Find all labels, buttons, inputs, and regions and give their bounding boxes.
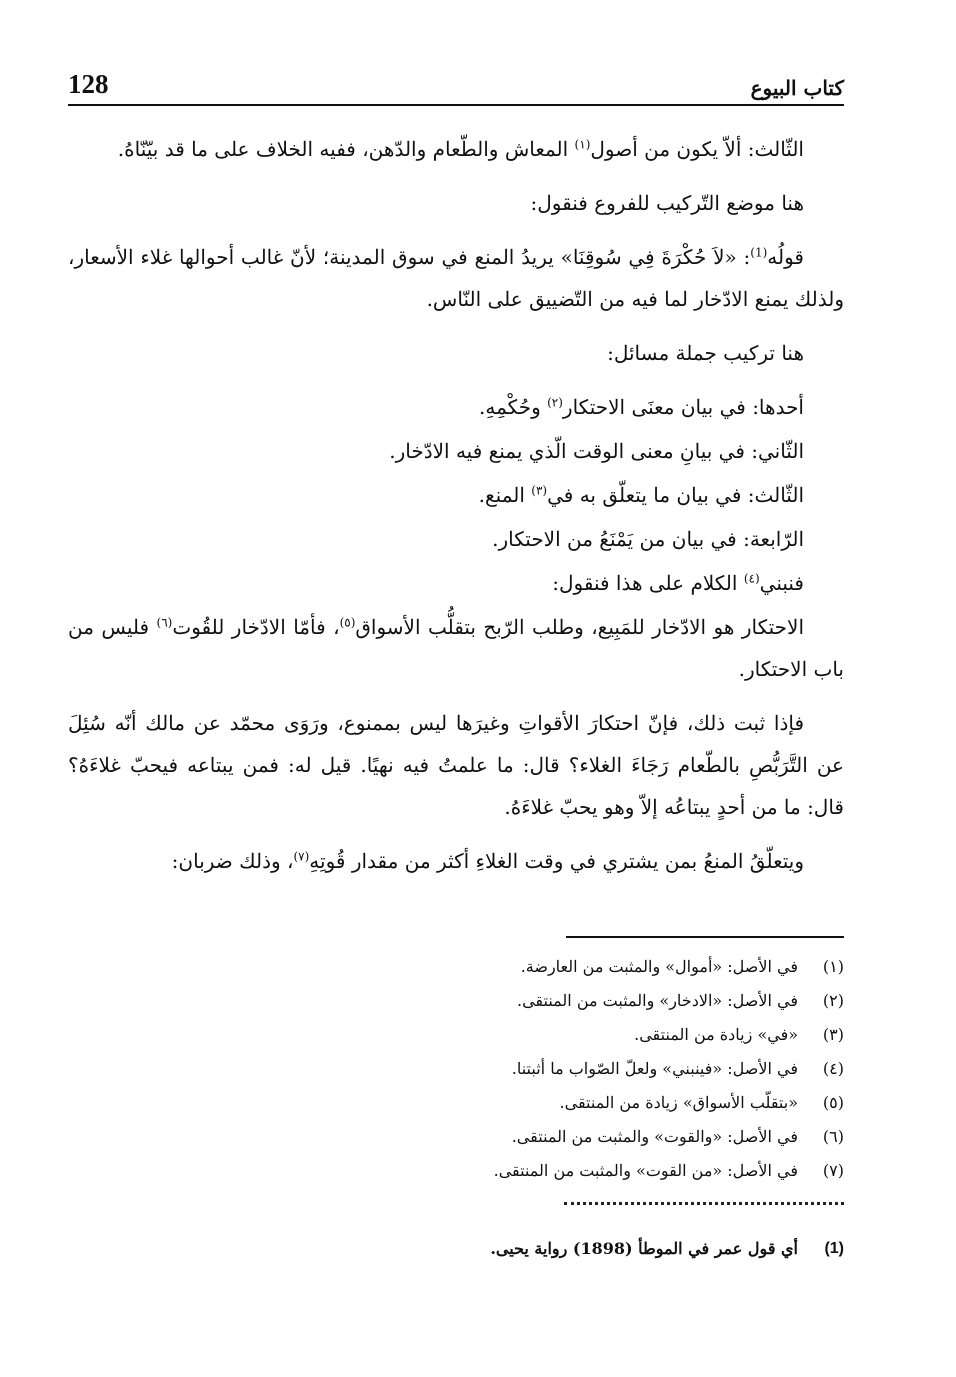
footnote: (٥) «بتقلّب الأسواق» زيادة من المنتقى. (559, 1093, 844, 1112)
dotted-separator (564, 1202, 844, 1205)
paragraph: ويتعلّقُ المنعُ بمن يشتري في وقت الغلاءِ أكثر من مقدار قُوتِهِ$^{(٧)}$، وذلك ضربان: (171, 849, 804, 873)
paragraph: الاحتكار هو الادّخار للمَبِيع، وطلب الرّبح بتقلُّب الأسواق$^{(٥)}$، فأمّا الادّخار للقُوت$^{(٦)}$ فليس من باب الاحتكار. (68, 615, 844, 681)
footnote: (٢) في الأصل: «الادخار» والمثبت من المنتقى. (517, 991, 844, 1010)
main-text (68, 128, 844, 894)
footnote-ref: (٢) (547, 395, 563, 410)
paragraph: قولُه$^{(1)}$: «لاَ حُكْرَةَ فِي سُوقِنَا» يريدُ المنع في سوق المدينة؛ لأنّ غالب أحوالها غلاء الأسعار، ولذلك يمنع الادّخار لما فيه من التّضييق على النّاس. (68, 245, 844, 311)
paragraph: هنا موضع التّركيب للفروع فنقول: (530, 191, 804, 215)
list-item: الرّابعة: في بيان من يَمْنَعُ من الاحتكار. (492, 527, 804, 551)
footnote-ref: (٤) (743, 571, 760, 586)
footnote: (٧) في الأصل: «من القوت» والمثبت من المنتقى. (493, 1161, 844, 1180)
running-header (68, 66, 844, 106)
list-item: الثّالث: في بيان ما يتعلّق به في$^{(٣)}$ المنع. (478, 483, 804, 507)
editor-footnote: (1) أي قول عمر في الموطأ (1898) رواية يحيى. (490, 1239, 844, 1258)
footnote: (٣) «في» زيادة من المنتقى. (634, 1025, 844, 1044)
paragraph: فإذا ثبت ذلك، فإنّ احتكارَ الأقواتِ وغيرَها ليس بممنوع، ورَوَى محمّد عن مالك أنّه سُئِلَ عن التَّرَبُّصِ بالطّعام رَجَاءَ الغلاء؟ قال: ما علمتُ فيه نهيًا. قيل له: فمن يبتاعه فيحبّ غلاءَهُ؟ قال: ما من أحدٍ يبتاعُه إلاّ وهو يحبّ غلاءَهُ. (68, 711, 844, 819)
page-number: 128 (68, 69, 109, 99)
footnote-ref: (١) (574, 137, 591, 152)
footnote-ref: (٥) (339, 615, 356, 630)
footnote: (٦) في الأصل: «والقوت» والمثبت من المنتقى. (511, 1127, 844, 1146)
paragraph: هنا تركيب جملة مسائل: (607, 341, 804, 365)
paragraph: الثّالث: ألاّ يكون من أصول$^{(١)}$ المعاش والطّعام والدّهن، ففيه الخلاف على ما قد بيّنّاهُ. (117, 137, 804, 161)
paragraph: فنبني$^{(٤)}$ الكلام على هذا فنقول: (552, 571, 804, 595)
footnote-ref: (٦) (156, 615, 173, 630)
running-title: كتاب البيوع (750, 76, 844, 100)
footnote-ref: (٣) (531, 483, 548, 498)
list-item: الثّاني: في بيانِ معنى الوقت الّذي يمنع فيه الادّخار. (389, 439, 804, 463)
footnote: (٤) في الأصل: «فينبني» ولعلّ الصّواب ما أثبتنا. (511, 1059, 844, 1078)
footnotes (68, 950, 844, 1188)
footnote-ref: (٧) (293, 849, 310, 864)
footnote-ref: (1) (750, 245, 768, 260)
list-item: أحدها: في بيان معنَى الاحتكار$^{(٢)}$ وحُكْمِهِ. (479, 395, 804, 419)
footnote-divider (566, 936, 844, 938)
footnote: (١) في الأصل: «أموال» والمثبت من العارضة. (520, 957, 844, 976)
